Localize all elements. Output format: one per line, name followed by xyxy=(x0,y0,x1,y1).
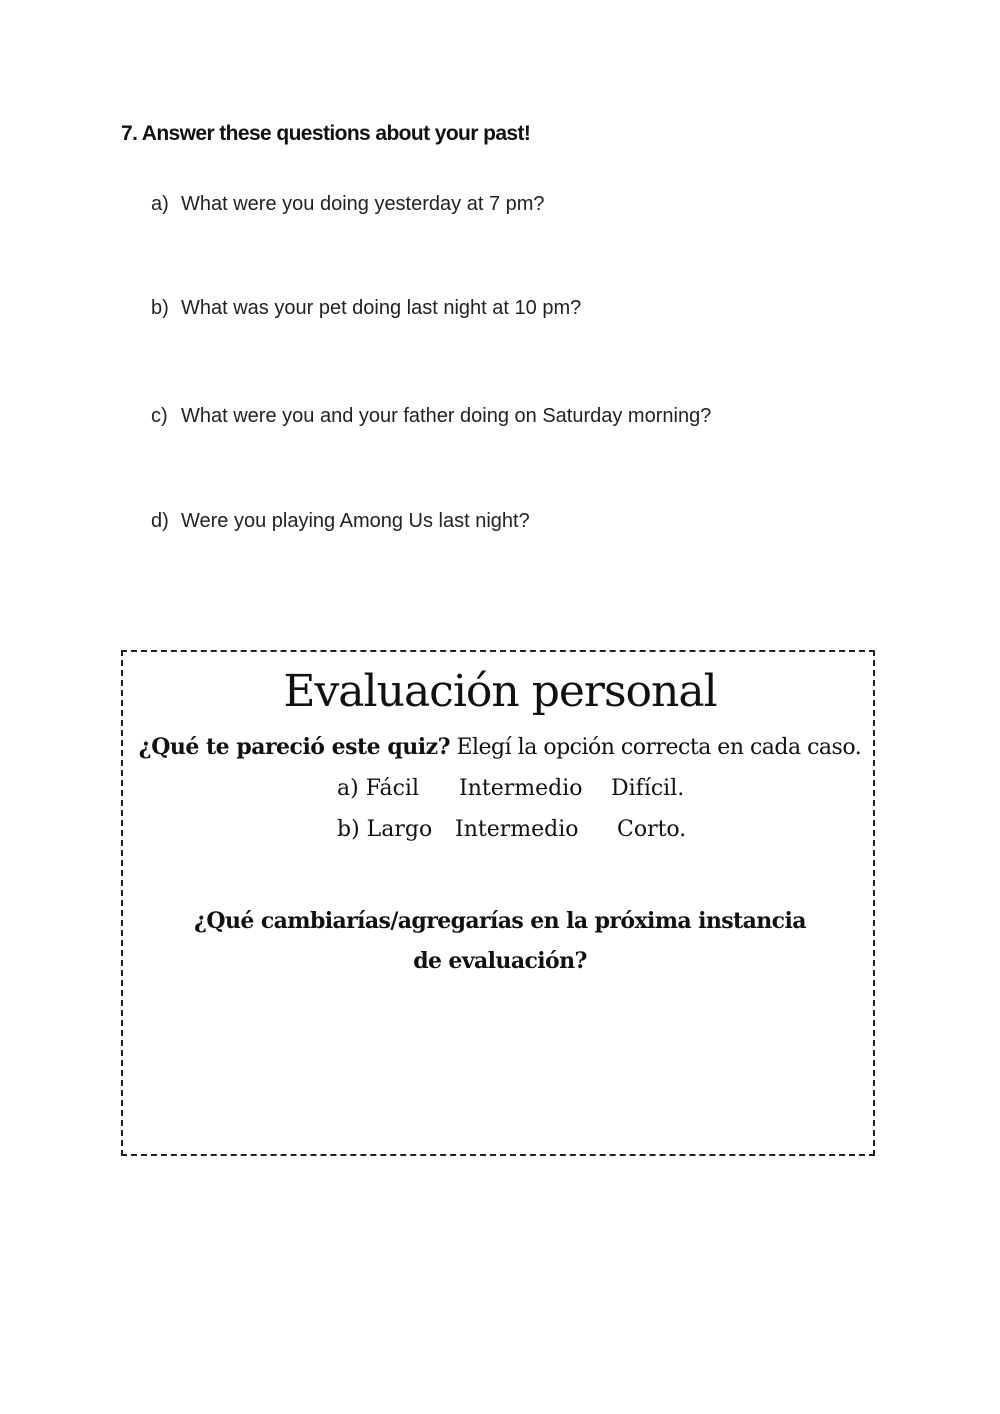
question-a xyxy=(151,193,545,216)
question-marker: b) xyxy=(151,297,169,319)
option-row-b xyxy=(337,817,686,842)
option-cell xyxy=(337,776,459,801)
option-short[interactable]: Corto. xyxy=(617,817,687,842)
evaluation-question-bold: ¿Qué te pareció este quiz? xyxy=(138,734,450,760)
evaluation-question xyxy=(0,734,1000,760)
option-easy[interactable]: Fácil xyxy=(365,776,419,801)
option-medium[interactable]: Intermedio xyxy=(459,776,583,801)
question-text: What were you and your father doing on Saturday morning? xyxy=(181,405,712,427)
question-text: Were you playing Among Us last night? xyxy=(181,510,530,532)
option-marker: a) xyxy=(337,776,359,801)
option-hard[interactable]: Difícil. xyxy=(611,776,685,801)
question-c xyxy=(151,405,711,428)
evaluation-title: Evaluación personal xyxy=(283,666,717,717)
open-question: ¿Qué cambiarías/agregarías en la próxima instancia de evaluación? xyxy=(194,908,806,974)
option-cell xyxy=(337,817,455,842)
option-medium-length[interactable]: Intermedio xyxy=(455,817,579,842)
evaluation-question-rest: Elegí la opción correcta en cada caso. xyxy=(449,735,862,760)
question-marker: c) xyxy=(151,405,168,427)
question-marker: d) xyxy=(151,510,169,532)
option-marker: b) xyxy=(337,817,360,842)
question-text: What was your pet doing last night at 10 pm? xyxy=(181,297,582,319)
question-marker: a) xyxy=(151,193,169,215)
question-text: What were you doing yesterday at 7 pm? xyxy=(181,193,545,215)
question-d xyxy=(151,510,530,533)
option-long[interactable]: Largo xyxy=(366,817,433,842)
option-row-a xyxy=(337,776,684,801)
exercise-heading: 7. Answer these questions about your past! xyxy=(121,122,531,145)
question-b xyxy=(151,297,581,320)
